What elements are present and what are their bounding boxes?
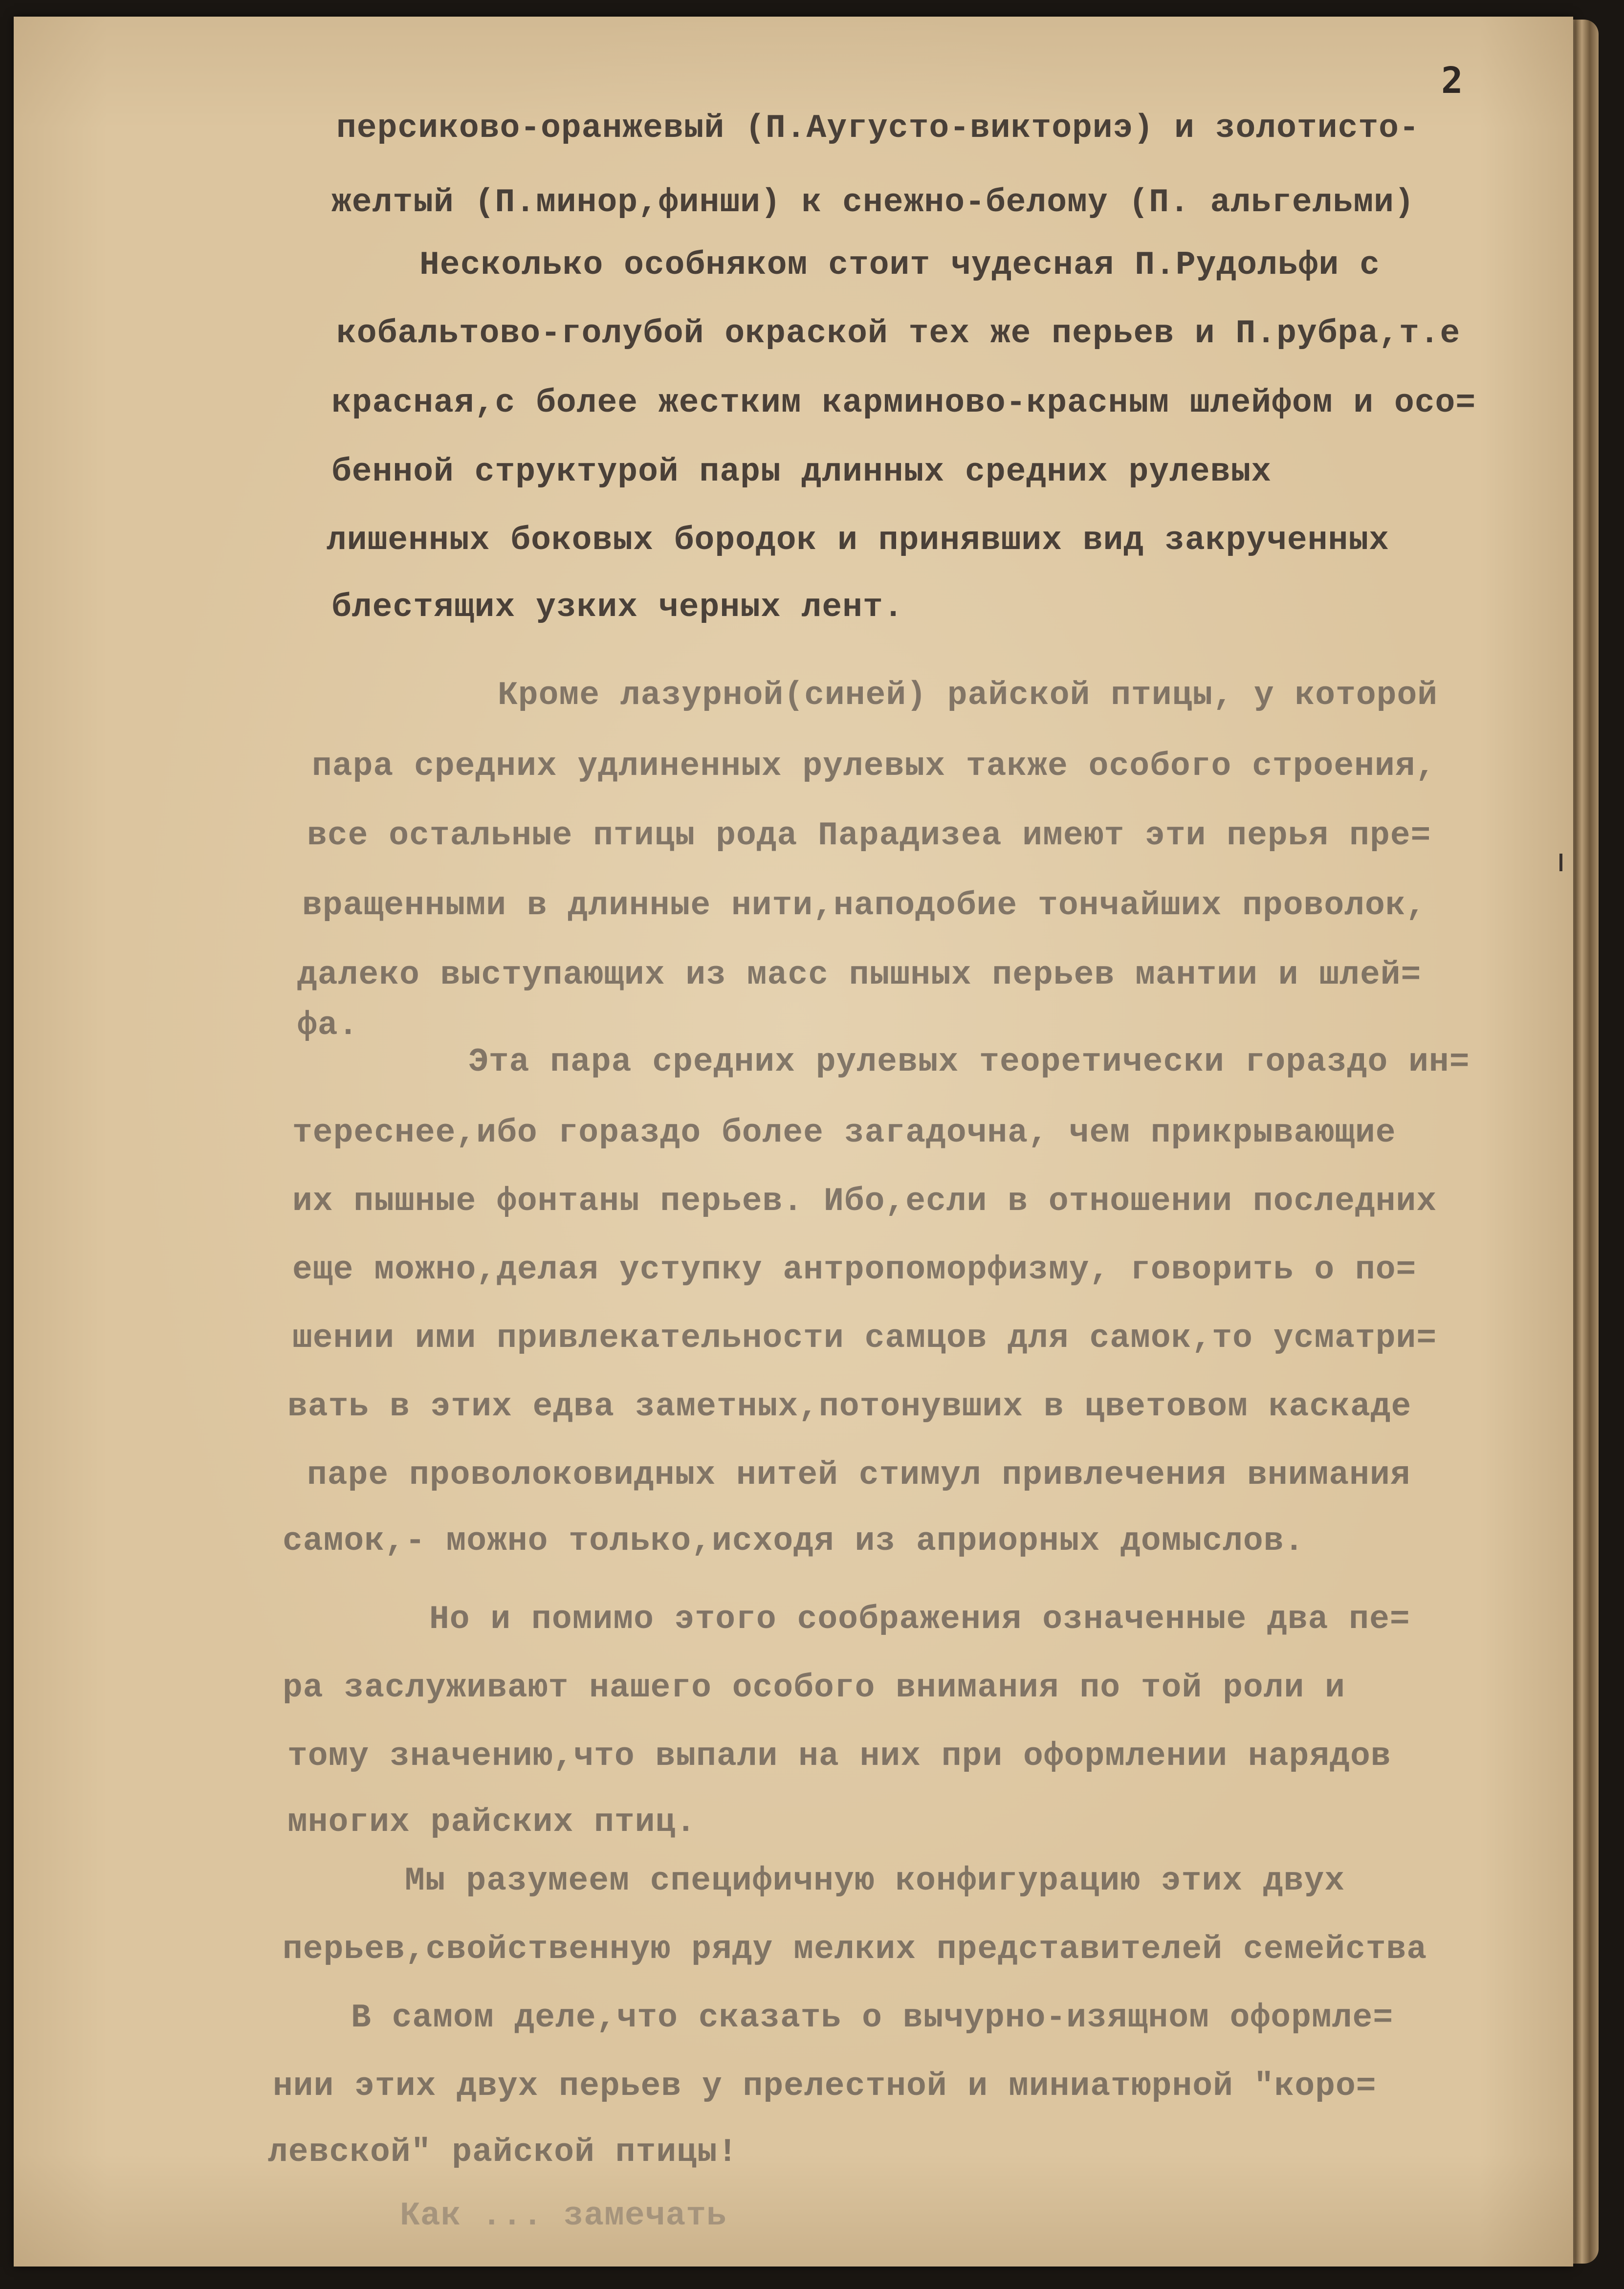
text-line: красная,с более жестким карминово-красным шлейфом и осо=	[331, 384, 1476, 422]
text-line: Но и помимо этого соображения означенные два пе=	[429, 1601, 1410, 1638]
margin-mark	[1559, 854, 1562, 871]
text-line: блестящих узких черных лент.	[331, 589, 904, 626]
text-line: еще можно,делая уступку антропоморфизму, говорить о по=	[292, 1251, 1417, 1289]
text-line: вращенными в длинные нити,наподобие тончайших проволок,	[302, 887, 1426, 924]
text-line: левской" райской птицы!	[268, 2134, 738, 2171]
text-line: бенной структурой пары длинных средних рулевых	[331, 453, 1272, 491]
text-line: Как ... замечать	[400, 2197, 727, 2235]
text-line: вать в этих едва заметных,потонувших в цветовом каскаде	[287, 1388, 1412, 1426]
text-line: паре проволоковидных нитей стимул привлечения внимания	[307, 1456, 1411, 1494]
text-line: Несколько особняком стоит чудесная П.Рудольфи с	[419, 246, 1380, 284]
text-line: лишенных боковых бородок и принявших вид закрученных	[327, 522, 1389, 559]
text-line: пара средних удлиненных рулевых также особого строения,	[312, 748, 1436, 785]
text-line: тереснее,ибо гораздо более загадочна, чем прикрывающие	[292, 1114, 1396, 1152]
text-line: самок,- можно только,исходя из априорных домыслов.	[283, 1522, 1305, 1560]
page-number: 2	[1441, 60, 1463, 102]
text-line: Кроме лазурной(синей) райской птицы, у которой	[498, 677, 1438, 714]
text-line: нии этих двух перьев у прелестной и миниатюрной "коро=	[273, 2068, 1377, 2105]
text-line: далеко выступающих из масс пышных перьев мантии и шлей=	[297, 956, 1422, 994]
text-line: желтый (П.минор,финши) к снежно-белому (П. альгельми)	[331, 184, 1415, 221]
text-line: ра заслуживают нашего особого внимания по той роли и	[283, 1669, 1345, 1707]
text-line: кобальтово-голубой окраской тех же перьев и П.рубра,т.е	[336, 315, 1461, 352]
text-line: перьев,свойственную ряду мелких представителей семейства	[283, 1931, 1427, 1968]
text-line: В самом деле,что сказать о вычурно-изящном оформле=	[351, 1999, 1394, 2037]
text-line: Эта пара средних рулевых теоретически гораздо ин=	[468, 1043, 1470, 1081]
text-line: все остальные птицы рода Парадизеа имеют эти перья пре=	[307, 817, 1431, 855]
typewritten-page	[14, 17, 1573, 2267]
text-line: шении ими привлекательности самцов для самок,то усматри=	[292, 1320, 1437, 1357]
text-line: персиково-оранжевый (П.Аугусто-викториэ) и золотисто-	[336, 110, 1420, 147]
text-line: их пышные фонтаны перьев. Ибо,если в отношении последних	[292, 1183, 1437, 1220]
text-line: Мы разумеем специфичную конфигурацию этих двух	[405, 1862, 1345, 1900]
text-line: многих райских птиц.	[287, 1804, 697, 1841]
text-line: фа.	[297, 1007, 359, 1044]
text-line: тому значению,что выпали на них при оформлении нарядов	[287, 1738, 1391, 1775]
